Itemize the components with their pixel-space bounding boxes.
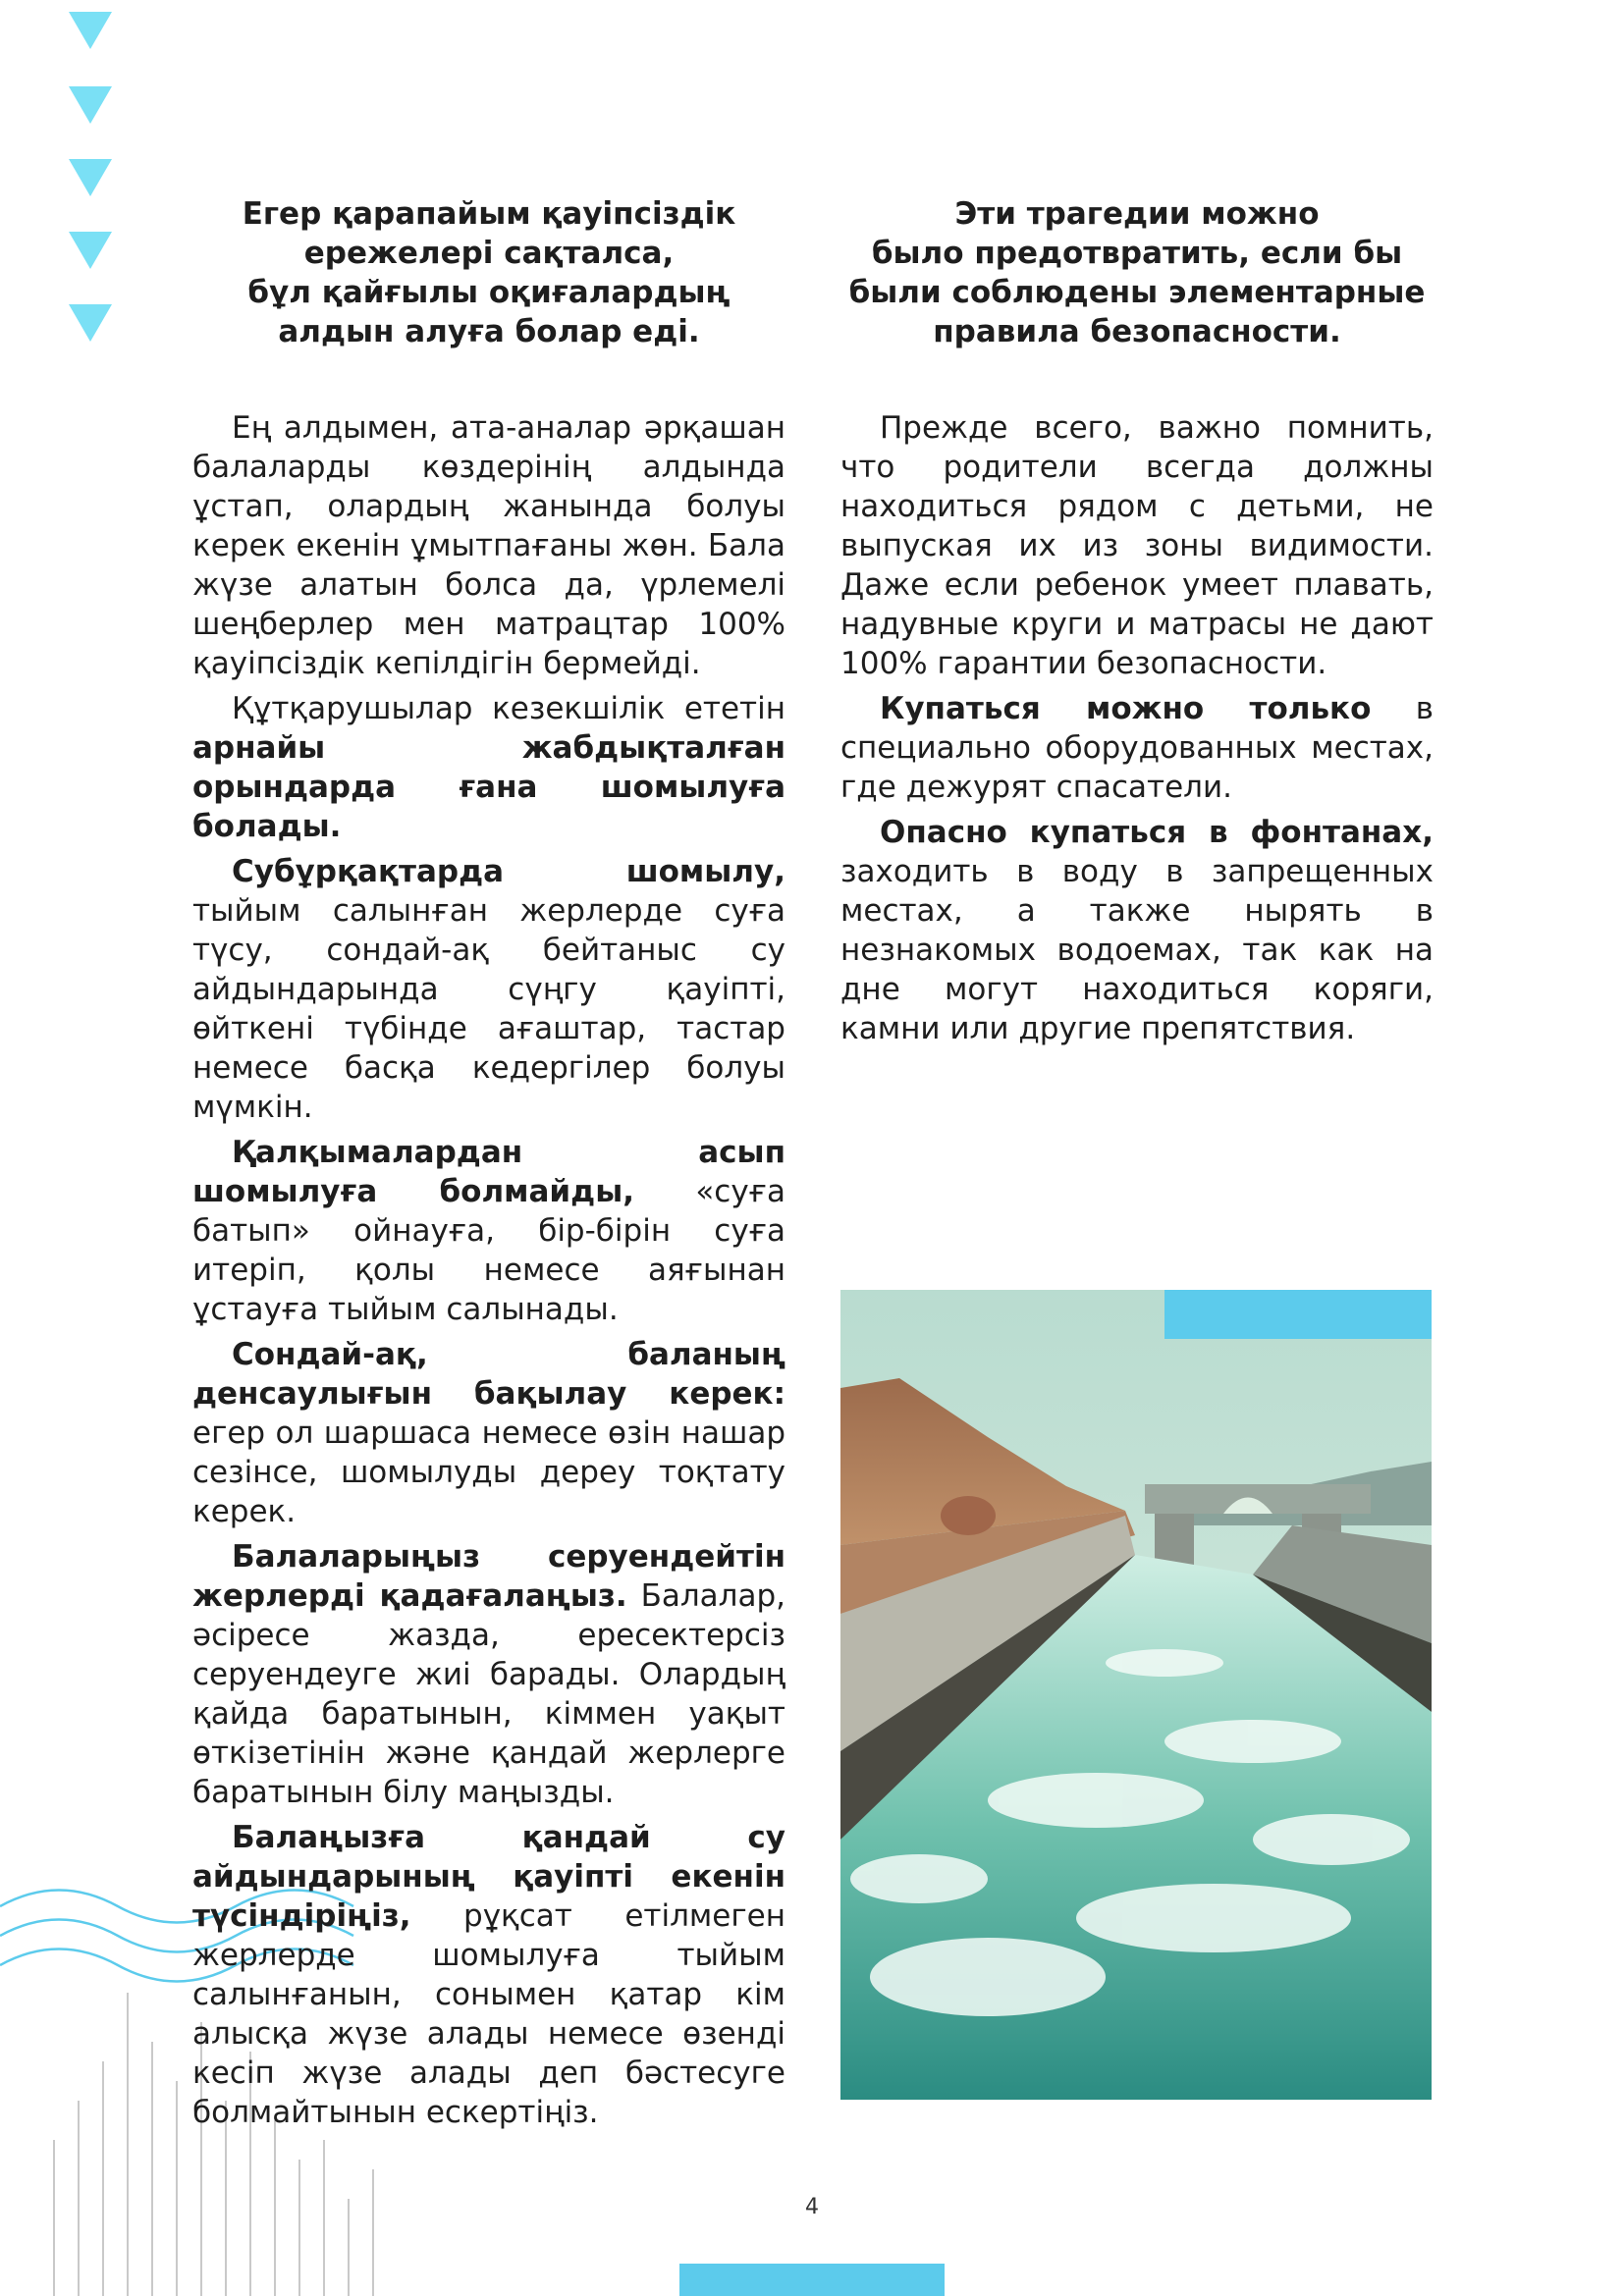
left-paragraph-2: Құтқарушылар кезекшілік ететін арнайы жабдықталған орындарда ғана шомылуға болады.	[192, 691, 785, 844]
right-paragraph-3: Опасно купаться в фонтанах, заходить в воду в запрещенных местах, а также нырять в незнакомых водоемах, так как на дне могут находиться коряги, камни или другие препятствия.	[840, 815, 1434, 1046]
left-paragraph-1: Ең алдымен, ата-аналар әрқашан балаларды көздерінің алдында ұстап, олардың жанында болуы керек екенін ұмытпағаны жөн. Бала жүзе алатын болса да, үрлемелі шеңберлер мен матрацтар 100% қауіпсіздік кепілдігін бермейді.	[192, 410, 785, 681]
left-paragraph-6: Балаларыңыз серуендейтін жерлерді қадағалаңыз. Балалар, әсіресе жазда, ересектерсіз серуендеуге жиі барады. Олардың қайда баратынын, кіммен уақыт өткізетінін және қандай жерлерге баратынын білу маңызды.	[192, 1539, 785, 1810]
left-column-kazakh	[192, 194, 785, 2138]
triangle-down-icon	[69, 304, 112, 342]
photo-accent-bar	[1164, 1290, 1432, 1339]
bottom-accent-tab	[679, 2264, 945, 2296]
triangle-down-icon	[69, 86, 112, 124]
canal-photo-frame	[840, 1290, 1432, 2100]
page-number: 4	[805, 2195, 819, 2219]
right-heading: Эти трагедии можно было предотвратить, если бы были соблюдены элементарные правила безопасности.	[848, 196, 1426, 349]
left-paragraph-3: Субұрқақтарда шомылу, тыйым салынған жерлерде суға түсу, сондай-ақ бейтаныс су айдындарында сүңгу қауіпті, өйткені түбінде ағаштар, тастар немесе басқа кедергілер болуы мүмкін.	[192, 854, 785, 1125]
triangle-down-icon	[69, 12, 112, 49]
right-paragraph-1: Прежде всего, важно помнить, что родители всегда должны находиться рядом с детьми, не выпуская их из зоны видимости. Даже если ребенок умеет плавать, надувные круги и матрасы не дают 100% гарантии безопасности.	[840, 410, 1434, 681]
right-column-russian	[840, 194, 1434, 1054]
canal-photo	[840, 1290, 1432, 2100]
triangle-down-icon	[69, 159, 112, 196]
triangle-down-icon	[69, 232, 112, 269]
left-paragraph-5: Сондай-ақ, баланың денсаулығын бақылау керек: егер ол шаршаса немесе өзін нашар сезінсе, шомылуды дереу тоқтату керек.	[192, 1337, 785, 1529]
left-heading: Егер қарапайым қауіпсіздік ережелері сақталса, бұл қайғылы оқиғалардың алдын алуға болар еді.	[242, 196, 736, 349]
left-paragraph-7: Балаңызға қандай су айдындарының қауіпті екенін түсіндіріңіз, рұқсат етілмеген жерлерде шомылуға тыйым салынғанын, сонымен қатар кім алысқа жүзе алады немесе өзенді кесіп жүзе алады деп бәстесуге болмайтынын ескертіңіз.	[192, 1820, 785, 2130]
right-paragraph-2: Купаться можно только в специально оборудованных местах, где дежурят спасатели.	[840, 691, 1434, 805]
left-paragraph-4: Қалқымалардан асып шомылуға болмайды, «суға батып» ойнауға, бір-бірін суға итеріп, қолы немесе аяғынан ұстауға тыйым салынады.	[192, 1135, 785, 1327]
